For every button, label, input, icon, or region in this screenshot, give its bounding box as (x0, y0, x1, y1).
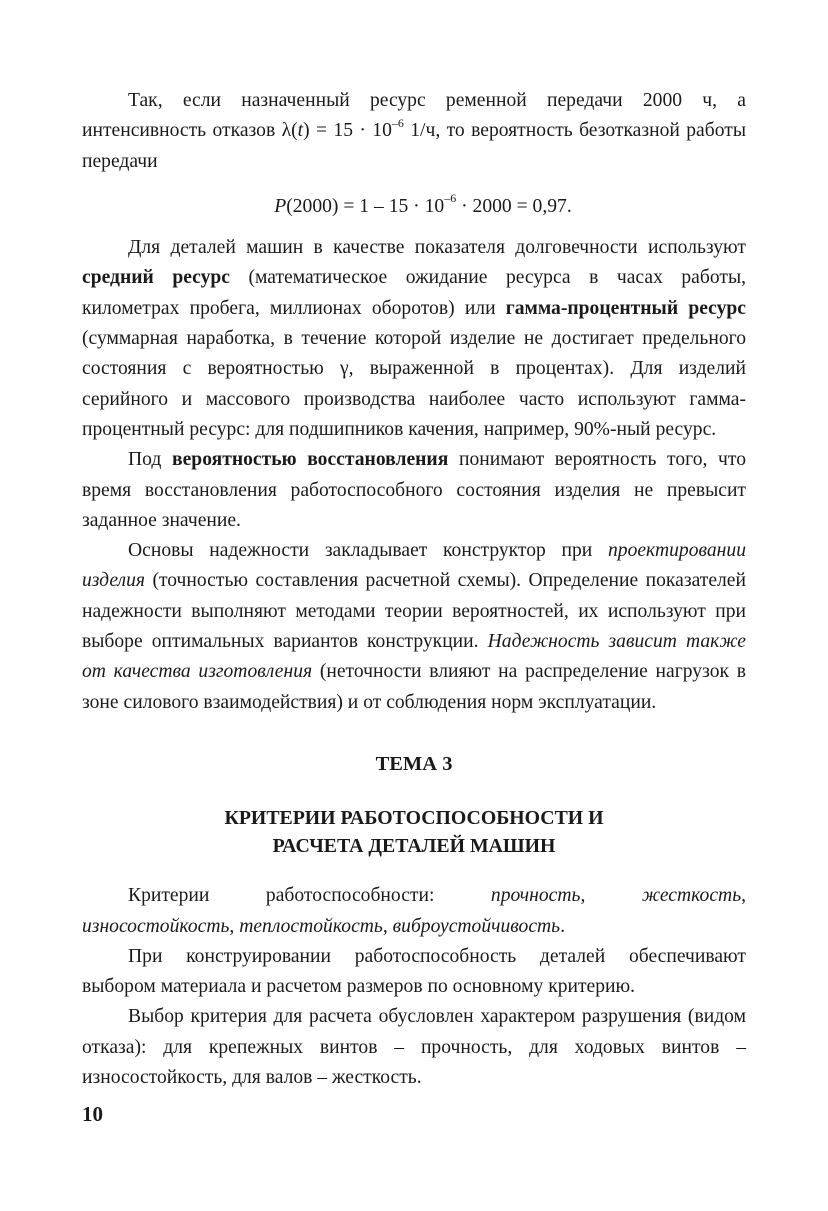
paragraph-recovery-probability: Под вероятностью восстановления понимают вероятность того, что время восстановления работоспособного состояния изделия не превысит заданное значение. (82, 449, 746, 531)
page-content (82, 86, 746, 1093)
paragraph-resource-example: Так, если назначенный ресурс ременной передачи 2000 ч, а интенсивность отказов $\lambda(t) = 15 \cdot 10^{-6}$ 1/ч, то вероятность безотказной работы передачи (82, 90, 746, 172)
paragraph-criteria-list: Критерии работоспособности: прочность, жесткость, износостойкость, теплостойкость, виброустойчивость. (82, 885, 747, 937)
paragraph-criteria-choice: Выбор критерия для расчета обусловлен характером разрушения (видом отказа): для крепежных винтов – прочность, для ходовых винтов – износостойкость, для валов – жесткость. (82, 1006, 746, 1089)
paragraph-reliability-basics: Основы надежности закладывает конструктор при проектировании изделия (точностью составления расчетной схемы). Определение показателей надежности выполняют методами теории вероятностей, их используют при выборе оптимальных вариантов конструкции. Надежность зависит также от качества изготовления (неточности влияют на распределение нагрузок в зоне силового взаимодействия) и от соблюдения норм эксплуатации. (82, 540, 747, 713)
page-number: 10 (82, 1102, 103, 1126)
section-title-line-1: КРИТЕРИИ РАБОТОСПОСОБНОСТИ И (224, 807, 604, 830)
section-title-line-2: РАСЧЕТА ДЕТАЛЕЙ МАШИН (272, 835, 556, 858)
formula-reliability: $P(2000) = 1 - 15 \cdot 10^{-6} \cdot 2000 = 0,97$. (274, 191, 572, 217)
paragraph-durability: Для деталей машин в качестве показателя долговечности используют средний ресурс (математическое ожидание ресурса в часах работы, километрах пробега, миллионах оборотов) или гамма-процентный ресурс (суммарная наработка, в течение которой изделие не достигает предельного состояния с вероятностью γ, выраженной в процентах). Для изделий серийного и массового производства наиболее часто используют гамма-процентный ресурс: для подшипников качения, например, 90%-ный ресурс. (82, 237, 747, 440)
section-heading-tema: ТЕМА 3 (375, 752, 453, 775)
paragraph-design-criteria: При конструировании работоспособность деталей обеспечивают выбором материала и расчетом размеров по основному критерию. (82, 945, 746, 998)
section-title (82, 804, 746, 860)
